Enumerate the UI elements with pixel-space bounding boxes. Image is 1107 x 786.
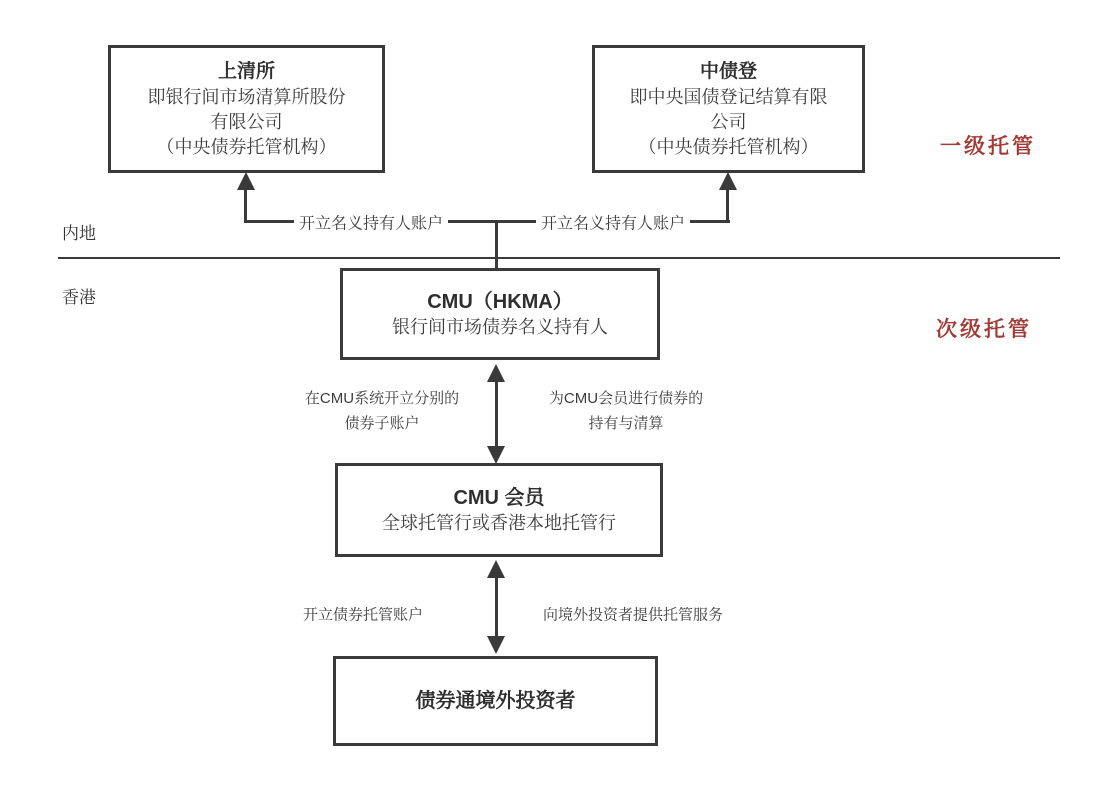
node-bond-connect-investor [333, 656, 658, 746]
connector-cmu-member [495, 378, 498, 452]
node-subtitle-line: （中央债券托管机构） [156, 136, 337, 157]
region-label-hongkong: 香港 [62, 288, 96, 307]
arrowhead-down-icon [487, 446, 505, 464]
arrowhead-up-icon [237, 172, 255, 190]
mainland-hongkong-border-line [58, 257, 1060, 259]
edge-label-nominee-account-right: 开立名义持有人账户 [536, 211, 690, 234]
node-subtitle-line: 有限公司 [210, 111, 283, 132]
node-title: CMU 会员 [453, 486, 545, 509]
edge-label-nominee-account-left: 开立名义持有人账户 [294, 211, 448, 234]
region-label-mainland: 内地 [62, 224, 96, 243]
stage-label-primary-custody: 一级托管 [940, 133, 1036, 158]
edge-label-cmu-member-clearing [549, 386, 703, 436]
node-title: 上清所 [217, 60, 275, 82]
node-chinabond [592, 45, 865, 173]
edge-label-line: 债券子账户 [344, 415, 420, 432]
node-subtitle-line: 银行间市场债券名义持有人 [392, 316, 608, 337]
edge-label-line: 在CMU系统开立分别的 [304, 390, 460, 407]
node-cmu-hkma [340, 268, 660, 360]
connector-left-vertical [244, 186, 247, 223]
connector-right-vertical [726, 186, 729, 223]
arrowhead-up-icon [719, 172, 737, 190]
arrowhead-down-icon [487, 636, 505, 654]
stage-label-secondary-custody: 次级托管 [936, 316, 1032, 341]
node-cmu-member [335, 463, 663, 557]
node-title: 中债登 [699, 60, 757, 82]
node-subtitle-line: 即中央国债登记结算有限 [629, 86, 828, 107]
node-title: 债券通境外投资者 [415, 690, 576, 712]
node-subtitle-line: 即银行间市场清算所股份 [147, 86, 346, 107]
edge-label-line: 持有与清算 [588, 415, 664, 432]
node-shanghai-clearing-house [108, 45, 385, 173]
node-subtitle-line: （中央债券托管机构） [638, 136, 819, 157]
edge-label-custody-account: 开立债券托管账户 [302, 606, 424, 624]
edge-label-custody-service: 向境外投资者提供托管服务 [542, 606, 724, 624]
edge-label-line: 为CMU会员进行债券的 [548, 390, 704, 407]
node-title: CMU（HKMA） [427, 290, 573, 313]
arrowhead-up-icon [487, 364, 505, 382]
node-subtitle-line: 公司 [710, 111, 747, 132]
edge-label-cmu-sub-account [305, 386, 459, 436]
arrowhead-up-icon [487, 560, 505, 578]
node-subtitle-line: 全球托管行或香港本地托管行 [382, 512, 616, 533]
connector-member-investor [495, 574, 498, 642]
connector-center-stub [495, 221, 498, 269]
